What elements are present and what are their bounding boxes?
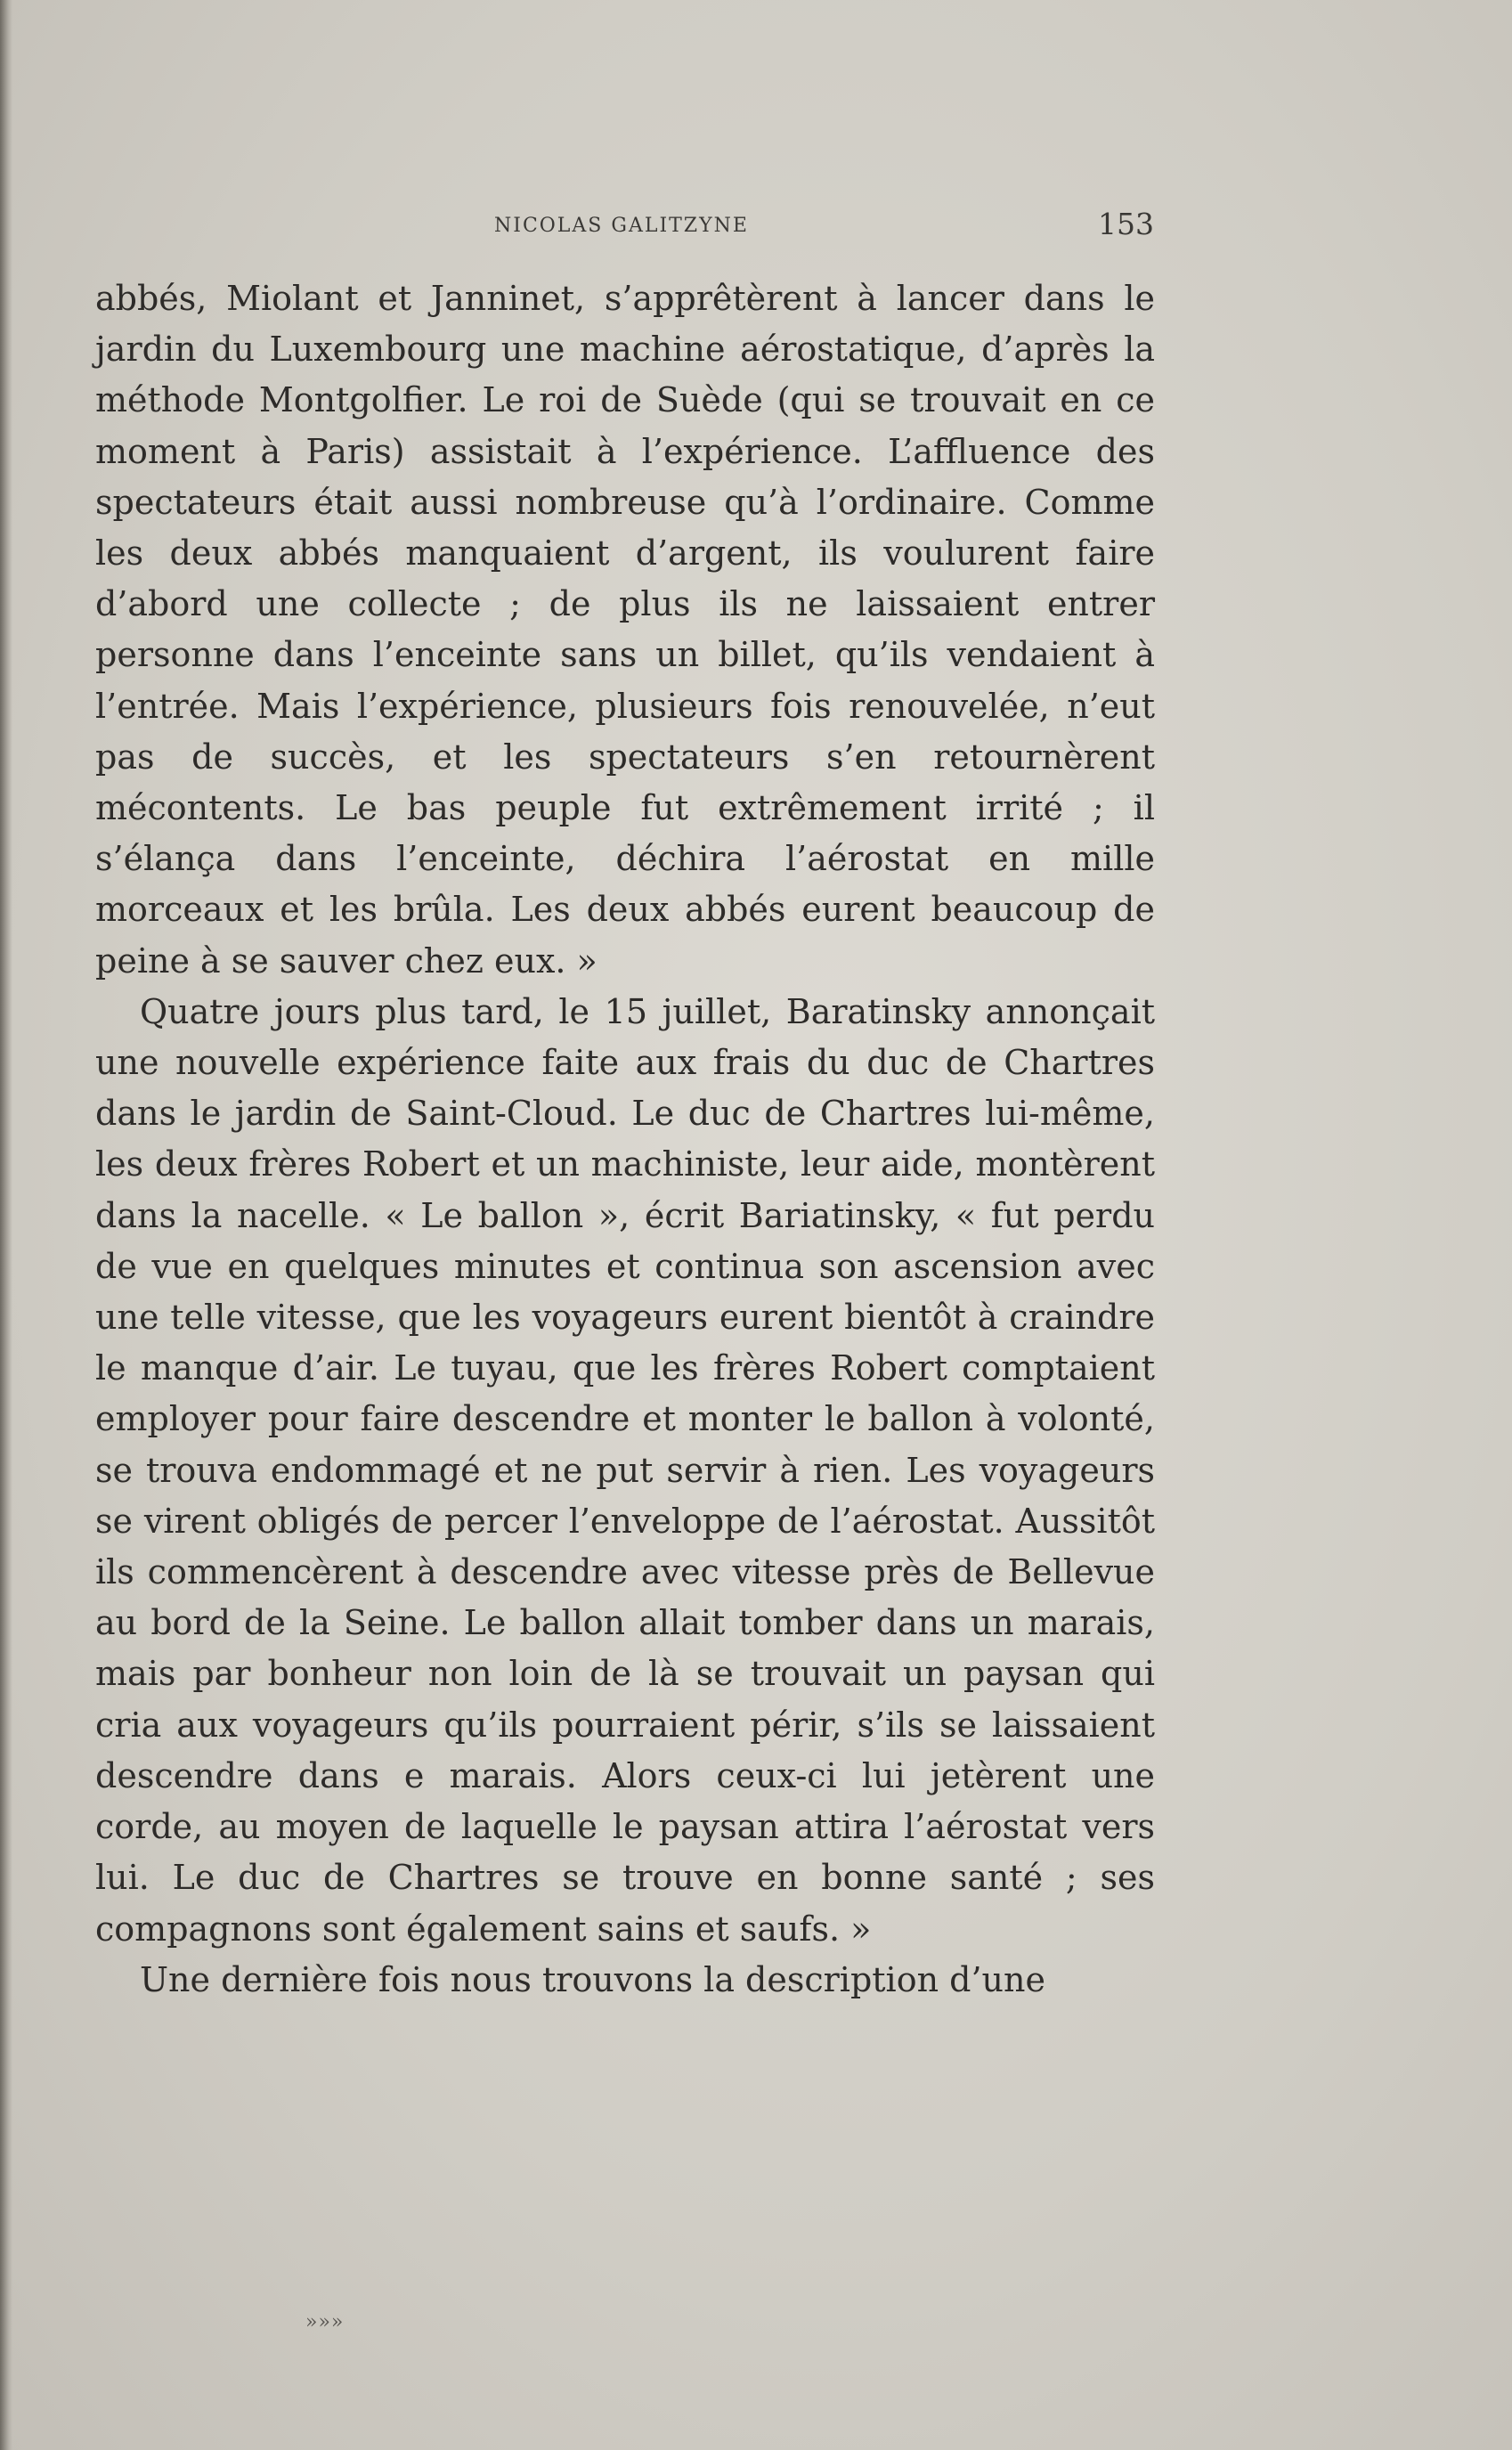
page-binding-edge xyxy=(0,0,12,2450)
body-text xyxy=(95,273,1155,2006)
paragraph-continued: abbés, Miolant et Janninet, s’apprêtèrent à lancer dans le jardin du Luxembourg une machine aérostatique, d’après la méthode Montgolfier. Le roi de Suède (qui se trouvait en ce moment à Paris) assistait à l’expérience. L’affluence des spectateurs était aussi nombreuse qu’à l’ordinaire. Comme les deux abbés manquaient d’argent, ils voulurent faire d’abord une collecte ; de plus ils ne laissaient entrer personne dans l’enceinte sans un billet, qu’ils vendaient à l’entrée. Mais l’expérience, plusieurs fois renouvelée, n’eut pas de succès, et les spectateurs s’en retournèrent mécontents. Le bas peuple fut extrêmement irrité ; il s’élança dans l’enceinte, déchira l’aérostat en mille morceaux et les brûla. Les deux abbés eurent beaucoup de peine à se sauver chez eux. » xyxy=(95,279,1155,981)
paragraph: Quatre jours plus tard, le 15 juillet, Baratinsky annonçait une nouvelle expérience faite aux frais du duc de Chartres dans le jardin de Saint-Cloud. Le duc de Chartres lui-même, les deux frères Robert et un machiniste, leur aide, montèrent dans la nacelle. « Le ballon », écrit Bariatinsky, « fut perdu de vue en quelques minutes et continua son ascension avec une telle vitesse, que les voyageurs eurent bientôt à craindre le manque d’air. Le tuyau, que les frères Robert comptaient employer pour faire descendre et monter le ballon à volonté, se trouva endommagé et ne put servir à rien. Les voyageurs se virent obligés de percer l’enveloppe de l’aérostat. Aussitôt ils commencèrent à descendre avec vitesse près de Bellevue au bord de la Seine. Le ballon allait tomber dans un marais, mais par bonheur non loin de là se trouvait un paysan qui cria aux voyageurs qu’ils pourraient périr, s’ils se laissaient descendre dans e marais. Alors ceux-ci lui jetèrent une corde, au moyen de laquelle le paysan attira l’aérostat vers lui. Le duc de Chartres se trouve en bonne santé ; ses compagnons sont également sains et saufs. » xyxy=(95,991,1155,1949)
signature-mark: »»» xyxy=(305,2311,345,2333)
page-number: 153 xyxy=(1098,207,1154,241)
paragraph: Une dernière fois nous trouvons la description d’une xyxy=(140,1959,1045,1999)
running-title: NICOLAS GALITZYNE xyxy=(494,215,749,237)
